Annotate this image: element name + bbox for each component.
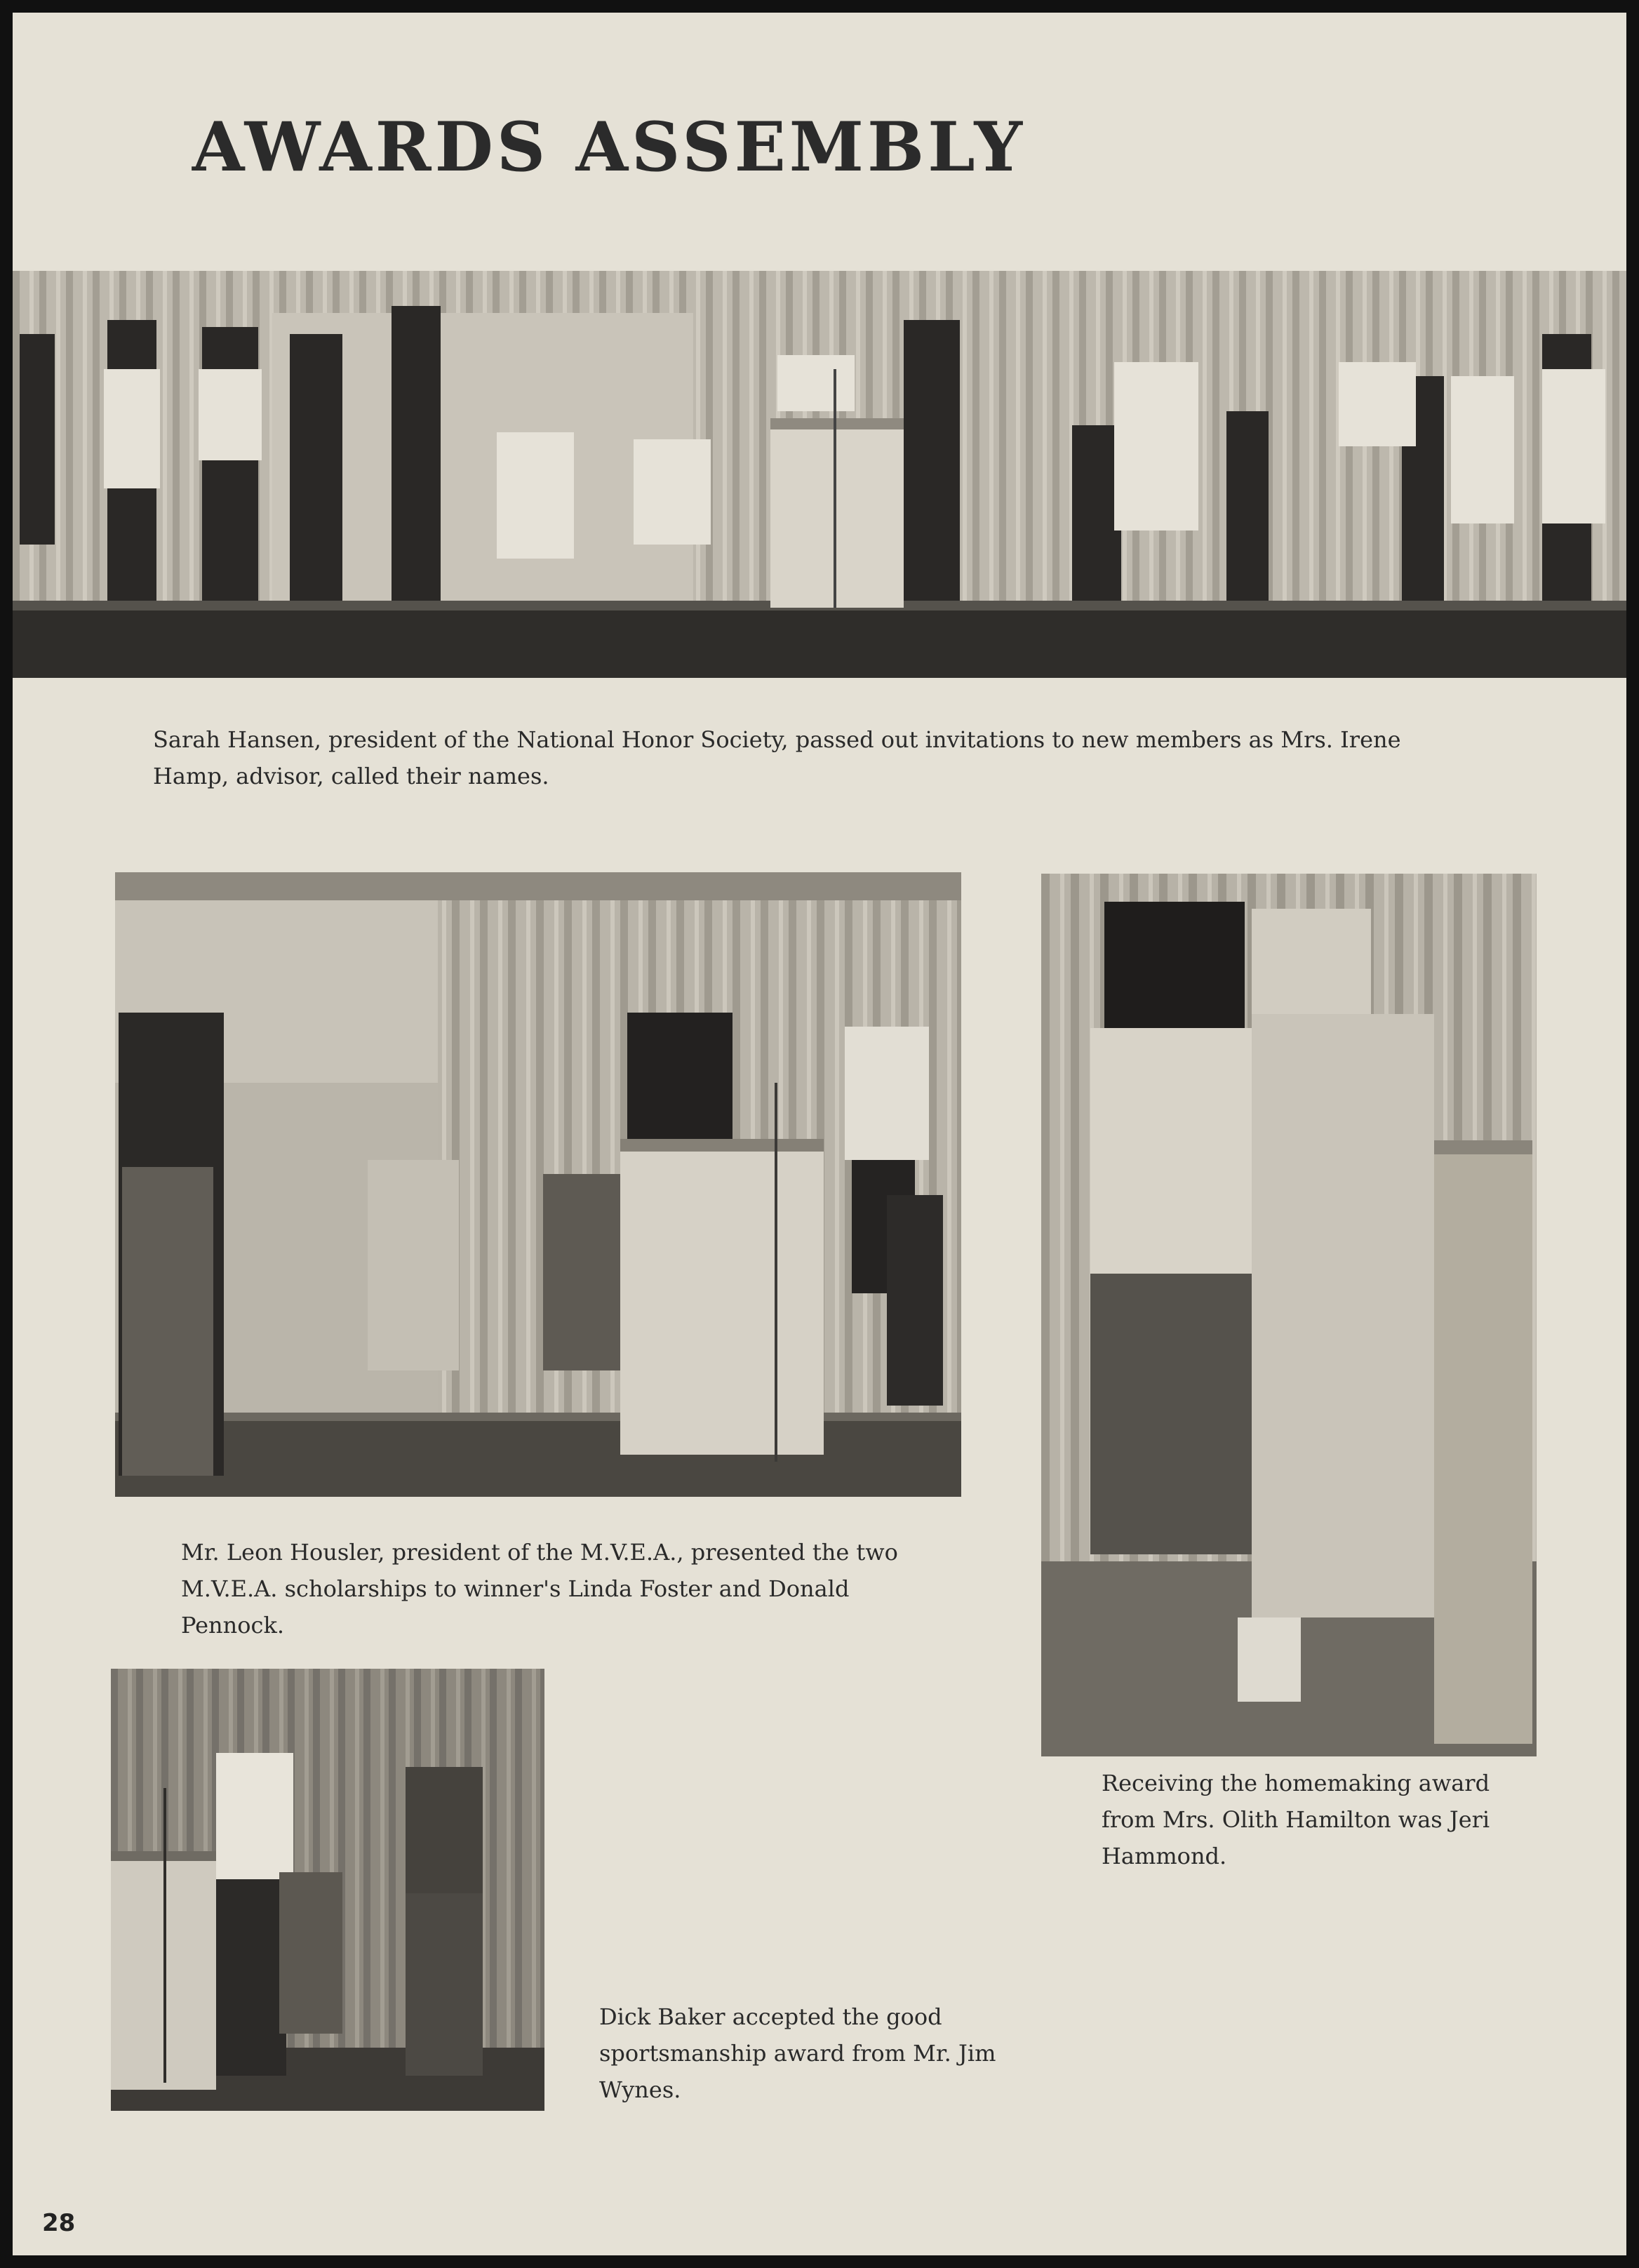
photo-homemaking-award (1041, 874, 1537, 1756)
caption-sportsmanship-award: Dick Baker accepted the good sportsmanship award from Mr. Jim Wynes. (599, 2003, 996, 2103)
photo-sportsmanship-award (111, 1669, 544, 2111)
yearbook-page (13, 13, 1626, 2255)
page-title: AWARDS ASSEMBLY (192, 107, 1026, 187)
caption-honor-society: Sarah Hansen, president of the National Honor Society, passed out invitations to new members as Mrs. Irene Hamp, advisor, called their names. (153, 726, 1401, 789)
page-number: 28 (42, 2209, 76, 2237)
caption-homemaking-award: Receiving the homemaking award from Mrs. Olith Hamilton was Jeri Hammond. (1102, 1770, 1490, 1869)
photo-mvea-scholarship (115, 872, 961, 1497)
caption-mvea-scholarship: Mr. Leon Housler, president of the M.V.E.A., presented the two M.V.E.A. scholarships to winner's Linda Foster and Donald Pennock. (181, 1539, 898, 1639)
photo-honor-society (13, 271, 1626, 678)
